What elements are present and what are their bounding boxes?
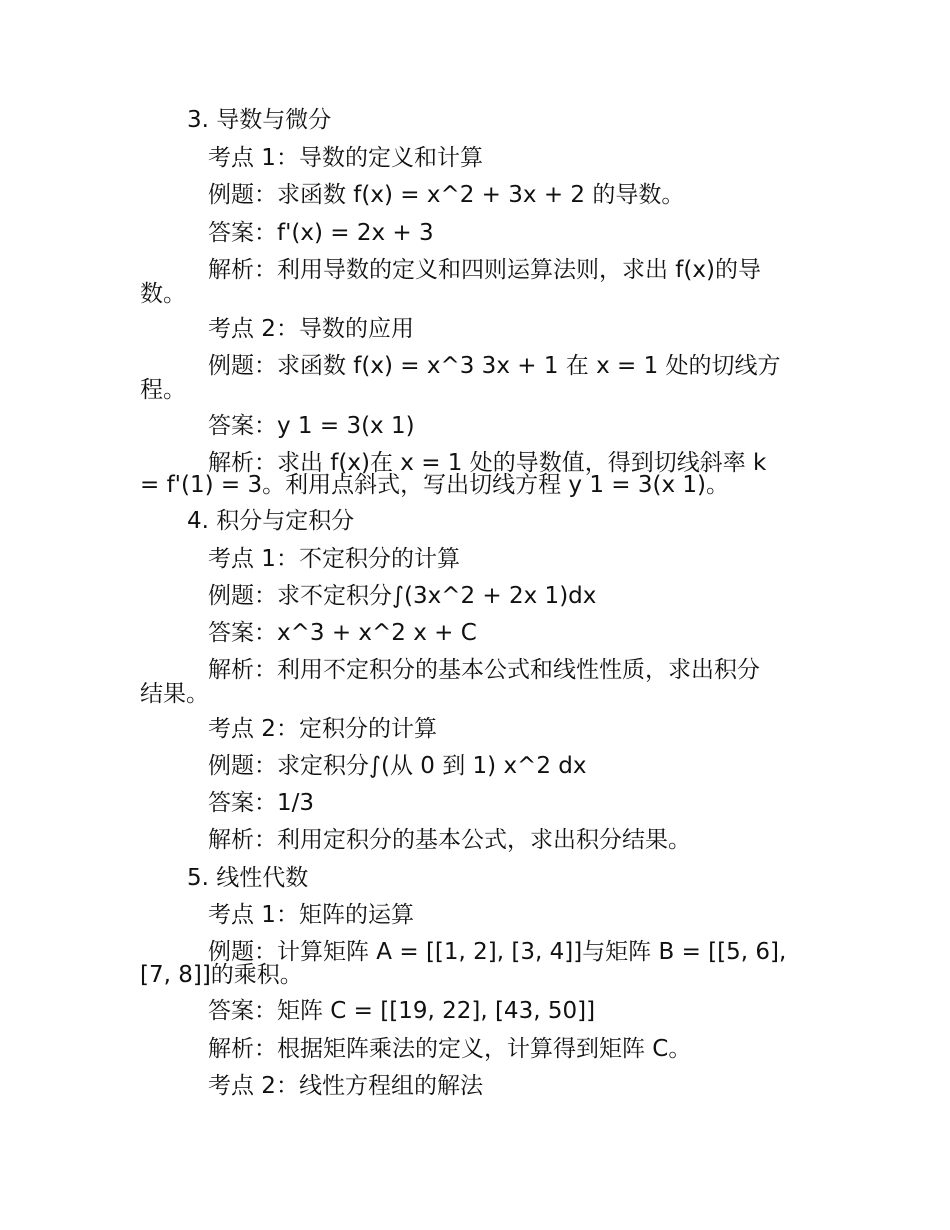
analysis-text-continued: = f'(1) = 3。利用点斜式，写出切线方程 y 1 = 3(x 1)。 — [140, 472, 730, 498]
answer-text: 答案：x^3 + x^2 x + C — [208, 620, 477, 646]
analysis-text: 解析：利用定积分的基本公式，求出积分结果。 — [208, 827, 691, 853]
example-text-continued: 程。 — [140, 377, 186, 403]
analysis-text: 解析：利用不定积分的基本公式和线性性质，求出积分 — [208, 657, 760, 683]
analysis-text-continued: 结果。 — [140, 681, 209, 707]
point-title: 考点 1：导数的定义和计算 — [208, 145, 483, 171]
example-text: 例题：求定积分∫(从 0 到 1) x^2 dx — [208, 753, 587, 779]
point-title: 考点 1：矩阵的运算 — [208, 902, 414, 928]
answer-text: 答案：矩阵 C = [[19, 22], [43, 50]] — [208, 998, 596, 1024]
analysis-text-continued: 数。 — [140, 281, 186, 307]
analysis-text: 解析：求出 f(x)在 x = 1 处的导数值，得到切线斜率 k — [208, 450, 767, 476]
example-text: 例题：求函数 f(x) = x^3 3x + 1 在 x = 1 处的切线方 — [208, 353, 781, 379]
answer-text: 答案：f'(x) = 2x + 3 — [208, 220, 434, 246]
answer-text: 答案：y 1 = 3(x 1) — [208, 413, 415, 439]
example-text-continued: [7, 8]]的乘积。 — [140, 962, 303, 988]
section-heading-integrals: 4. 积分与定积分 — [187, 508, 355, 534]
point-title: 考点 2：导数的应用 — [208, 316, 414, 342]
section-heading-derivatives: 3. 导数与微分 — [187, 107, 332, 133]
point-title: 考点 1：不定积分的计算 — [208, 546, 460, 572]
analysis-text: 解析：利用导数的定义和四则运算法则，求出 f(x)的导 — [208, 257, 761, 283]
example-text: 例题：计算矩阵 A = [[1, 2], [3, 4]]与矩阵 B = [[5, 6], — [208, 939, 787, 965]
section-heading-linear-algebra: 5. 线性代数 — [187, 865, 309, 891]
example-text: 例题：求不定积分∫(3x^2 + 2x 1)dx — [208, 583, 597, 609]
example-text: 例题：求函数 f(x) = x^2 + 3x + 2 的导数。 — [208, 182, 685, 208]
answer-text: 答案：1/3 — [208, 790, 315, 816]
point-title: 考点 2：线性方程组的解法 — [208, 1073, 483, 1099]
analysis-text: 解析：根据矩阵乘法的定义，计算得到矩阵 C。 — [208, 1036, 692, 1062]
point-title: 考点 2：定积分的计算 — [208, 716, 437, 742]
